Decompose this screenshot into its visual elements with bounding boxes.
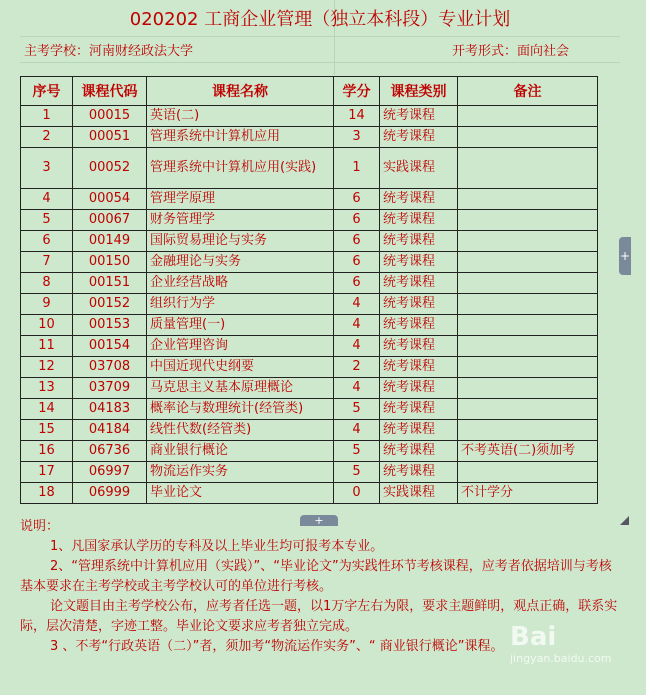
- cell-code[interactable]: 00149: [73, 231, 147, 252]
- cell-type[interactable]: 统考课程: [380, 315, 458, 336]
- cell-type[interactable]: 统考课程: [380, 399, 458, 420]
- cell-note[interactable]: [458, 462, 598, 483]
- table-row: [21, 210, 598, 231]
- cell-no[interactable]: 11: [21, 336, 73, 357]
- page-title: 020202 工商企业管理（独立本科段）专业计划: [129, 9, 511, 30]
- table-row: [21, 231, 598, 252]
- cell-note[interactable]: [458, 420, 598, 441]
- cell-name[interactable]: 英语(二): [147, 106, 334, 127]
- grid-line: [20, 62, 620, 63]
- cell-type[interactable]: 实践课程: [380, 148, 458, 189]
- cell-credit[interactable]: 3: [334, 127, 380, 148]
- table-row: [21, 336, 598, 357]
- table-row: [21, 357, 598, 378]
- cell-no[interactable]: 12: [21, 357, 73, 378]
- table-row: [21, 127, 598, 148]
- cell-type[interactable]: 统考课程: [380, 378, 458, 399]
- cell-no[interactable]: 2: [21, 127, 73, 148]
- table-row: [21, 420, 598, 441]
- table-row: [21, 462, 598, 483]
- cell-code[interactable]: 00054: [73, 189, 147, 210]
- cell-type[interactable]: 统考课程: [380, 189, 458, 210]
- cell-no[interactable]: 15: [21, 420, 73, 441]
- cell-code[interactable]: 00015: [73, 106, 147, 127]
- cell-code[interactable]: 06997: [73, 462, 147, 483]
- cell-note[interactable]: [458, 127, 598, 148]
- cell-credit[interactable]: 6: [334, 273, 380, 294]
- cell-note[interactable]: [458, 252, 598, 273]
- column-header-code[interactable]: 课程代码: [73, 77, 147, 106]
- column-header-credit[interactable]: 学分: [334, 77, 380, 106]
- cell-code[interactable]: 00052: [73, 148, 147, 189]
- cell-code[interactable]: 00154: [73, 336, 147, 357]
- watermark-text: jingyan.baidu.com: [510, 652, 612, 665]
- cell-type[interactable]: 统考课程: [380, 357, 458, 378]
- cell-no[interactable]: 3: [21, 148, 73, 189]
- cell-note[interactable]: [458, 148, 598, 189]
- cell-note[interactable]: [458, 336, 598, 357]
- cell-code[interactable]: 04184: [73, 420, 147, 441]
- cell-credit[interactable]: 4: [334, 294, 380, 315]
- cell-no[interactable]: 9: [21, 294, 73, 315]
- cell-name[interactable]: 线性代数(经管类): [147, 420, 334, 441]
- notes-heading: 说明：: [20, 519, 60, 534]
- table-header-row: [21, 77, 598, 106]
- watermark-logo: Bai: [510, 622, 557, 652]
- cell-name[interactable]: 组织行为学: [147, 294, 334, 315]
- cell-no[interactable]: 4: [21, 189, 73, 210]
- cell-type[interactable]: 统考课程: [380, 231, 458, 252]
- cell-code[interactable]: 00152: [73, 294, 147, 315]
- cell-credit[interactable]: 4: [334, 336, 380, 357]
- watermark: [510, 622, 640, 682]
- cell-type[interactable]: 统考课程: [380, 273, 458, 294]
- cell-type[interactable]: 统考课程: [380, 127, 458, 148]
- column-header-name[interactable]: 课程名称: [147, 77, 334, 106]
- table-row: [21, 378, 598, 399]
- cell-code[interactable]: 04183: [73, 399, 147, 420]
- cell-note[interactable]: [458, 189, 598, 210]
- course-table: [20, 76, 598, 504]
- school-label: 主考学校：河南财经政法大学: [24, 44, 194, 59]
- cell-no[interactable]: 1: [21, 106, 73, 127]
- cell-code[interactable]: 03708: [73, 357, 147, 378]
- cell-note[interactable]: [458, 378, 598, 399]
- cell-name[interactable]: 质量管理(一): [147, 315, 334, 336]
- cell-code[interactable]: 00150: [73, 252, 147, 273]
- cell-code[interactable]: 00067: [73, 210, 147, 231]
- table-row: [21, 106, 598, 127]
- cell-name[interactable]: 中国近现代史纲要: [147, 357, 334, 378]
- cell-no[interactable]: 6: [21, 231, 73, 252]
- cell-credit[interactable]: 4: [334, 420, 380, 441]
- cell-code[interactable]: 00051: [73, 127, 147, 148]
- cell-code[interactable]: 03709: [73, 378, 147, 399]
- expand-rows-handle[interactable]: +: [300, 515, 338, 526]
- cell-note[interactable]: 不考英语(二)须加考: [458, 441, 598, 462]
- note-item-2b: 论文题目由主考学校公布，应考者任选一题，以1万字左右为限，要求主题鲜明，观点正确，联系实际，层次清楚，字迹工整。毕业论文要求应考者独立完成。: [20, 599, 618, 634]
- cell-credit[interactable]: 1: [334, 148, 380, 189]
- cell-type[interactable]: 统考课程: [380, 441, 458, 462]
- cell-type[interactable]: 统考课程: [380, 420, 458, 441]
- cell-name[interactable]: 企业管理咨询: [147, 336, 334, 357]
- cell-no[interactable]: 17: [21, 462, 73, 483]
- cell-note[interactable]: [458, 106, 598, 127]
- cell-code[interactable]: 06736: [73, 441, 147, 462]
- cell-name[interactable]: 物流运作实务: [147, 462, 334, 483]
- table-row: [21, 294, 598, 315]
- cell-name[interactable]: 企业经营战略: [147, 273, 334, 294]
- grid-line: [20, 36, 620, 37]
- cell-note[interactable]: 不计学分: [458, 483, 598, 504]
- cell-type[interactable]: 实践课程: [380, 483, 458, 504]
- resize-corner-icon[interactable]: [620, 516, 629, 525]
- cell-name[interactable]: 管理学原理: [147, 189, 334, 210]
- exam-mode-label: 开考形式：面向社会: [452, 44, 570, 59]
- cell-credit[interactable]: 6: [334, 231, 380, 252]
- cell-name[interactable]: 金融理论与实务: [147, 252, 334, 273]
- cell-credit[interactable]: 6: [334, 252, 380, 273]
- cell-note[interactable]: [458, 315, 598, 336]
- table-row: [21, 399, 598, 420]
- table-row: [21, 252, 598, 273]
- cell-no[interactable]: 13: [21, 378, 73, 399]
- cell-note[interactable]: [458, 357, 598, 378]
- cell-credit[interactable]: 4: [334, 315, 380, 336]
- cell-credit[interactable]: 5: [334, 441, 380, 462]
- table-row: [21, 483, 598, 504]
- note-item-2: 2、“管理系统中计算机应用（实践）”、“毕业论文”为实践性环节考核课程，应考者依据培训与考核基本要求在主考学校或主考学校认可的单位进行考核。: [20, 559, 612, 594]
- cell-credit[interactable]: 5: [334, 399, 380, 420]
- cell-type[interactable]: 统考课程: [380, 252, 458, 273]
- column-header-note[interactable]: 备注: [458, 77, 598, 106]
- cell-note[interactable]: [458, 399, 598, 420]
- cell-credit[interactable]: 0: [334, 483, 380, 504]
- cell-credit[interactable]: 6: [334, 210, 380, 231]
- cell-name[interactable]: 管理系统中计算机应用: [147, 127, 334, 148]
- cell-note[interactable]: [458, 294, 598, 315]
- cell-name[interactable]: 国际贸易理论与实务: [147, 231, 334, 252]
- cell-no[interactable]: 18: [21, 483, 73, 504]
- cell-type[interactable]: 统考课程: [380, 210, 458, 231]
- cell-credit[interactable]: 14: [334, 106, 380, 127]
- cell-credit[interactable]: 5: [334, 462, 380, 483]
- cell-credit[interactable]: 6: [334, 189, 380, 210]
- cell-no[interactable]: 5: [21, 210, 73, 231]
- expand-columns-handle[interactable]: +: [619, 237, 631, 275]
- cell-type[interactable]: 统考课程: [380, 336, 458, 357]
- cell-name[interactable]: 财务管理学: [147, 210, 334, 231]
- column-header-type[interactable]: 课程类别: [380, 77, 458, 106]
- cell-no[interactable]: 8: [21, 273, 73, 294]
- cell-credit[interactable]: 4: [334, 378, 380, 399]
- cell-credit[interactable]: 2: [334, 357, 380, 378]
- cell-type[interactable]: 统考课程: [380, 106, 458, 127]
- cell-note[interactable]: [458, 273, 598, 294]
- table-row: [21, 441, 598, 462]
- note-item-3: 3 、不考“行政英语（二）”者，须加考“物流运作实务”、“ 商业银行概论”课程。: [50, 639, 504, 654]
- cell-code[interactable]: 00151: [73, 273, 147, 294]
- table-row: [21, 273, 598, 294]
- table-row: [21, 148, 598, 189]
- note-item-1: 1、凡国家承认学历的专科及以上毕业生均可报考本专业。: [50, 539, 384, 554]
- cell-note[interactable]: [458, 210, 598, 231]
- column-header-no[interactable]: 序号: [21, 77, 73, 106]
- cell-no[interactable]: 7: [21, 252, 73, 273]
- cell-note[interactable]: [458, 231, 598, 252]
- cell-name[interactable]: 概率论与数理统计(经管类): [147, 399, 334, 420]
- cell-code[interactable]: 00153: [73, 315, 147, 336]
- cell-code[interactable]: 06999: [73, 483, 147, 504]
- table-row: [21, 189, 598, 210]
- cell-no[interactable]: 14: [21, 399, 73, 420]
- cell-name[interactable]: 毕业论文: [147, 483, 334, 504]
- cell-name[interactable]: 管理系统中计算机应用(实践): [147, 148, 334, 189]
- cell-type[interactable]: 统考课程: [380, 462, 458, 483]
- table-row: [21, 315, 598, 336]
- cell-name[interactable]: 商业银行概论: [147, 441, 334, 462]
- cell-no[interactable]: 16: [21, 441, 73, 462]
- cell-name[interactable]: 马克思主义基本原理概论: [147, 378, 334, 399]
- cell-type[interactable]: 统考课程: [380, 294, 458, 315]
- cell-no[interactable]: 10: [21, 315, 73, 336]
